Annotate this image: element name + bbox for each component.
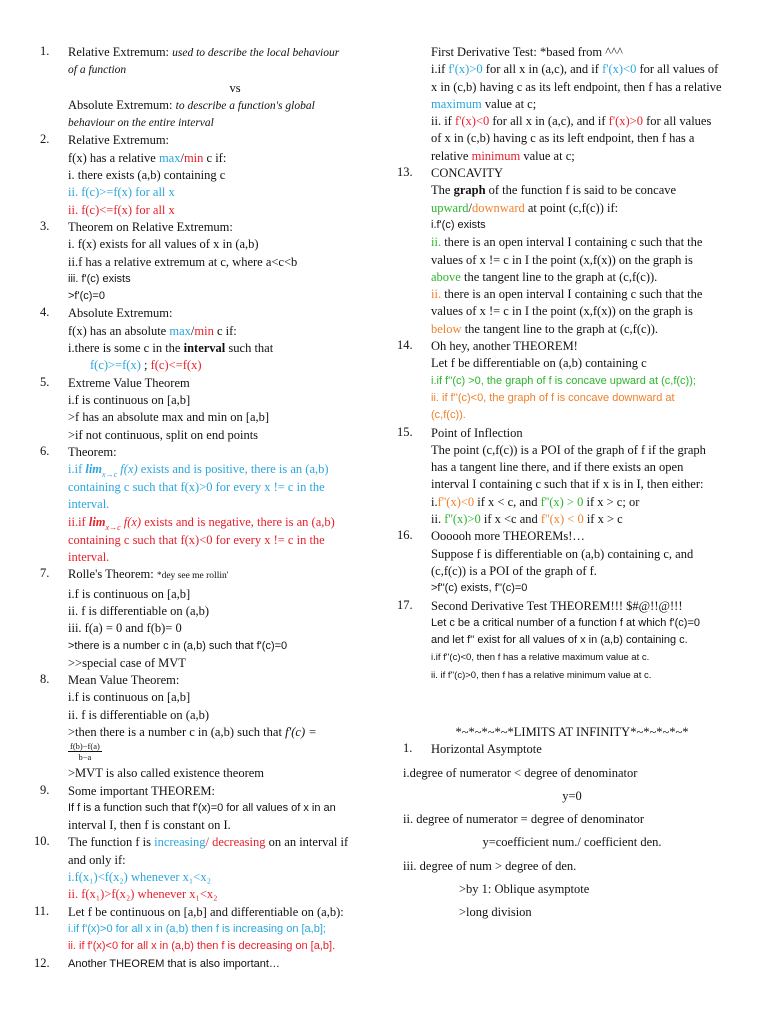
note-item-14 — [397, 338, 741, 424]
heading: Oh hey, another THEOREM! — [431, 339, 578, 354]
item-number: 15. — [397, 424, 413, 439]
text: ii.if — [68, 514, 89, 529]
text: Let c be a critical number of a function f at which f'(c)=0 — [431, 616, 700, 629]
text: if x > c — [583, 512, 623, 527]
heading: Second Derivative Test THEOREM!!! $#@!!@!!! — [431, 598, 683, 613]
case: i.degree of numerator < degree of denominator — [403, 765, 638, 780]
limit-expression — [85, 462, 138, 480]
text: if x < c, and — [474, 494, 541, 509]
text: there is an open interval I containing c such that the — [441, 235, 703, 250]
item-number: 5. — [40, 374, 50, 389]
heading: Point of Inflection — [431, 425, 523, 440]
text: x in (c,b) having c as its left endpoint, then f has a relative — [431, 79, 722, 94]
note-item-7 — [40, 566, 402, 672]
note-item-8 — [40, 672, 402, 782]
text: exists and is positive, there is an (a,b) — [137, 462, 329, 477]
condition: iii. f(a) = 0 and f(b)= 0 — [68, 621, 182, 636]
above-word: above — [431, 269, 461, 284]
text: of the function f is said to be concave — [485, 183, 677, 198]
item-number: 16. — [397, 528, 413, 543]
text: ii. — [431, 512, 445, 527]
condition-increasing: i.f(x₁)<f(x₂) whenever x₁<x₂ — [68, 870, 211, 885]
upward-word: upward — [431, 200, 469, 215]
text: (c,f(c)) is a POI of the graph of f. — [431, 563, 597, 578]
heading: Relative Extremum: — [68, 45, 173, 59]
left-column — [34, 44, 402, 973]
text: and let f'' exist for all values of x in (a,b) containing c. — [431, 634, 688, 647]
item-number: 2. — [40, 132, 50, 147]
text: i.if — [431, 62, 449, 77]
condition-min: ii. f(c)<=f(x) for all x — [68, 202, 175, 217]
theorem-text: If f is a function such that f'(x)=0 for all values of x in an — [68, 801, 336, 814]
condition: f'(x)>0 — [448, 62, 483, 77]
item-number: 8. — [40, 672, 50, 687]
heading: Relative Extremum: — [68, 133, 170, 148]
fraction-numerator: f(b)−f(a) — [70, 741, 100, 752]
item-number: 13. — [397, 165, 413, 180]
heading: Mean Value Theorem: — [68, 673, 180, 688]
condition-decreasing: ii. f(x₁)>f(x₂) whenever x₁<x₂ — [68, 887, 218, 902]
heading: Horizontal Asymptote — [431, 742, 542, 757]
conclusion: >f has an absolute max and min on [a,b] — [68, 410, 270, 425]
condition: f'(x)<0 — [454, 114, 490, 129]
condition: i. f(x) exists for all values of x in (a,b) — [68, 237, 259, 252]
item-number: 9. — [40, 782, 50, 797]
text: i.there is some c in the — [68, 341, 184, 356]
limits-item-1 — [403, 741, 741, 758]
text: on an interval if — [265, 835, 349, 850]
limit-expression — [88, 514, 142, 532]
item-number: 1. — [40, 44, 50, 58]
condition: iii. f'(c) exists — [68, 272, 131, 285]
text: Suppose f is differentiable on (a,b) containing c, and — [431, 546, 694, 561]
max-rule: i.if f''(c)<0, then f has a relative maximum value at c. — [431, 652, 650, 664]
fx: f(x) — [123, 514, 142, 529]
text: c if: — [203, 150, 227, 165]
fraction-denominator: b−a — [78, 752, 92, 763]
text: there is an open interval I containing c such that the — [441, 287, 703, 302]
text: The point (c,f(c)) is a POI of the graph of f if the graph — [431, 442, 706, 457]
concave-up-rule: i.if f''(c) >0, the graph of f is concave upward at (c,f(c)); — [431, 374, 696, 387]
heading: Extreme Value Theorem — [68, 375, 190, 390]
text: The function f is — [68, 835, 155, 850]
text: relative — [431, 148, 472, 163]
text: the tangent line to the graph at (c,f(c)). — [460, 269, 658, 284]
note-item-9 — [40, 783, 402, 835]
section-title: *~*~*~*~*LIMITS AT INFINITY*~*~*~*~* — [455, 724, 689, 739]
item-number: 1. — [403, 741, 413, 756]
item-number: 17. — [397, 597, 413, 612]
condition-max: ii. f(c)>=f(x) for all x — [68, 185, 175, 200]
text: interval. — [68, 497, 110, 512]
condition: ii.f has a relative extremum at c, where a<c<b — [68, 254, 298, 269]
case: iii. degree of num > degree of den. — [403, 858, 577, 873]
note-item-4 — [40, 305, 402, 374]
marker: ii. — [431, 287, 442, 302]
fx: f(x) — [120, 462, 138, 477]
text: at point (c,f(c)) if: — [524, 200, 619, 215]
conclusion: >then there is a number c in (a,b) such that — [68, 724, 286, 739]
result: y=0 — [562, 788, 582, 803]
min-rule: ii. if f''(c)>0, then f has a relative minimum value at c. — [431, 669, 652, 681]
description: behaviour on the entire interval — [68, 117, 214, 130]
note: >>special case of MVT — [68, 655, 186, 670]
item-number: 11. — [34, 903, 50, 918]
separator: ; — [140, 358, 151, 373]
item-number: 12. — [34, 955, 50, 970]
minimum-word: minimum — [471, 148, 521, 163]
lim-word: lim — [85, 462, 103, 477]
marker: ii. — [431, 235, 442, 250]
condition: f''(x)<0 — [437, 494, 475, 509]
condition-min: f(c)<=f(x) — [150, 358, 202, 373]
item-number: 7. — [40, 566, 50, 581]
case: ii. degree of numerator = degree of denominator — [403, 812, 644, 827]
condition: i.f is continuous on [a,b] — [68, 392, 191, 407]
condition: f''(x) < 0 — [540, 512, 584, 527]
decreasing-word: decreasing — [212, 835, 266, 850]
conclusion: >f'(c)=0 — [68, 290, 105, 303]
note-item-11 — [34, 903, 402, 956]
text: value at c; — [481, 96, 537, 111]
text: c if: — [213, 323, 237, 338]
note-item-3 — [40, 219, 402, 305]
right-column — [397, 44, 741, 922]
result: >by 1: Oblique asymptote — [459, 882, 590, 897]
text: values of x != c in I the point (x,f(x)) on the graph is — [431, 304, 693, 319]
max-word: max — [169, 323, 191, 338]
condition-max: f(c)>=f(x) — [90, 358, 141, 373]
lim-word: lim — [88, 514, 106, 529]
note: >if not continuous, split on end points — [68, 427, 259, 442]
heading: Absolute Extremum: — [68, 306, 173, 321]
text: containing c such that f(x)>0 for every x != c in the — [68, 480, 325, 495]
condition: f'(x)<0 — [602, 62, 637, 77]
lim-subscript: x→c — [102, 470, 118, 480]
item-number: 3. — [40, 218, 50, 233]
heading: Oooooh more THEOREMs!… — [431, 529, 585, 544]
item-number: 14. — [397, 338, 413, 353]
bold-word: graph — [453, 183, 486, 198]
text: i. — [431, 494, 438, 509]
text: containing c such that f(x)<0 for every x != c in the — [68, 532, 325, 547]
text: exists and is negative, there is an (a,b) — [141, 514, 335, 529]
text: Let f be differentiable on (a,b) containing c — [431, 356, 647, 371]
theorem-text: interval I, then f is constant on I. — [68, 818, 231, 833]
condition: ii. f is differentiable on (a,b) — [68, 707, 210, 722]
condition: f''(x)>0 — [444, 512, 481, 527]
text: f(x) has an absolute — [68, 323, 170, 338]
joke-note: *dey see me rollin' — [156, 571, 229, 582]
text: value at c; — [520, 148, 575, 163]
item-number: 10. — [34, 834, 50, 849]
note-item-15 — [397, 424, 741, 529]
heading: Another THEOREM that is also important… — [68, 957, 280, 970]
text: such that — [225, 341, 274, 356]
result: >long division — [459, 905, 532, 920]
text: for all values of — [636, 62, 719, 77]
slash: / — [468, 200, 472, 215]
maximum-word: maximum — [431, 96, 482, 111]
condition: i.f is continuous on [a,b] — [68, 586, 191, 601]
concave-down-rule: (c,f(c)). — [431, 409, 466, 422]
bold-word: interval — [183, 341, 226, 356]
spacer — [403, 684, 741, 724]
item-number: 4. — [40, 305, 50, 320]
slash: / — [205, 835, 213, 850]
versus-text: vs — [229, 80, 241, 95]
condition: f''(x) > 0 — [540, 494, 584, 509]
item-number: 6. — [40, 443, 50, 458]
description: to describe a function's global — [175, 99, 315, 112]
formula: f′(c) = — [285, 724, 317, 739]
text: if x <c and — [480, 512, 541, 527]
text: f(x) has a relative — [68, 150, 159, 165]
slash: / — [180, 150, 184, 165]
note-item-2 — [40, 132, 402, 218]
max-word: max — [158, 150, 181, 165]
increasing-rule: i.if f'(x)>0 for all x in (a,b) then f is increasing on [a,b]; — [68, 922, 326, 935]
first-derivative-test — [403, 44, 741, 165]
note-item-1 — [40, 44, 402, 132]
note-item-16 — [397, 528, 741, 597]
note-item-13 — [397, 165, 741, 338]
note-item-10 — [34, 834, 402, 903]
result: y=coefficient num./ coefficient den. — [482, 835, 662, 850]
heading: Let f be continuous on [a,b] and differentiable on (a,b): — [68, 904, 344, 919]
note-item-17 — [397, 597, 741, 684]
text: interval I containing c such that if x is in I, then either: — [431, 477, 704, 492]
increasing-word: increasing — [154, 835, 206, 850]
downward-word: downward — [471, 200, 525, 215]
conclusion: >there is a number c in (a,b) such that f'(c)=0 — [68, 639, 288, 652]
heading: CONCAVITY — [431, 166, 503, 181]
text: the tangent line to the graph at (c,f(c)). — [461, 321, 659, 336]
heading: Absolute Extremum: — [68, 97, 176, 112]
condition: f'(x)>0 — [608, 114, 643, 129]
note-item-5 — [40, 375, 402, 444]
text: values of x != c in I the point (x,f(x)) on the graph is — [431, 252, 693, 267]
description: used to describe the local behaviour — [172, 47, 340, 59]
text: for all values — [642, 114, 712, 129]
slash: / — [190, 323, 195, 338]
text: and only if: — [68, 852, 126, 867]
heading: Theorem on Relative Extremum: — [68, 219, 233, 234]
text: of x in (c,b) having c as its left endpoint, then f has a — [431, 131, 695, 146]
text: for all x in (a,c), and if — [482, 62, 603, 77]
min-word: min — [194, 323, 214, 338]
min-word: min — [183, 150, 204, 165]
condition: i.f'(c) exists — [431, 218, 486, 231]
description: of a function — [68, 64, 127, 77]
text: has a tangent line there, and if there exists an open — [431, 460, 684, 475]
decreasing-rule: ii. if f'(x)<0 for all x in (a,b) then f is decreasing on [a,b]. — [68, 940, 336, 953]
note-item-6 — [40, 444, 402, 566]
text: interval. — [68, 550, 110, 565]
note: >MVT is also called existence theorem — [68, 766, 264, 781]
heading: Rolle's Theorem: — [68, 567, 157, 582]
conclusion: >f''(c) exists, f''(c)=0 — [431, 582, 528, 595]
condition: ii. f is differentiable on (a,b) — [68, 603, 210, 618]
lim-subscript: x→c — [105, 522, 121, 532]
text: The — [431, 183, 454, 198]
below-word: below — [431, 321, 462, 336]
heading: Some important THEOREM: — [68, 783, 215, 798]
text: if x > c; or — [583, 494, 640, 509]
condition: i. there exists (a,b) containing c — [68, 168, 226, 183]
text: for all x in (a,c), and if — [489, 114, 609, 129]
concave-down-rule: ii. if f''(c)<0, the graph of f is concave downward at — [431, 391, 675, 404]
condition: i.f is continuous on [a,b] — [68, 690, 191, 705]
text: i.if — [68, 462, 86, 477]
mvt-fraction — [68, 741, 102, 762]
text: ii. if — [431, 114, 455, 129]
heading: First Derivative Test: *based from ^^^ — [431, 45, 623, 59]
note-item-12 — [34, 955, 402, 973]
heading: Theorem: — [68, 444, 117, 459]
